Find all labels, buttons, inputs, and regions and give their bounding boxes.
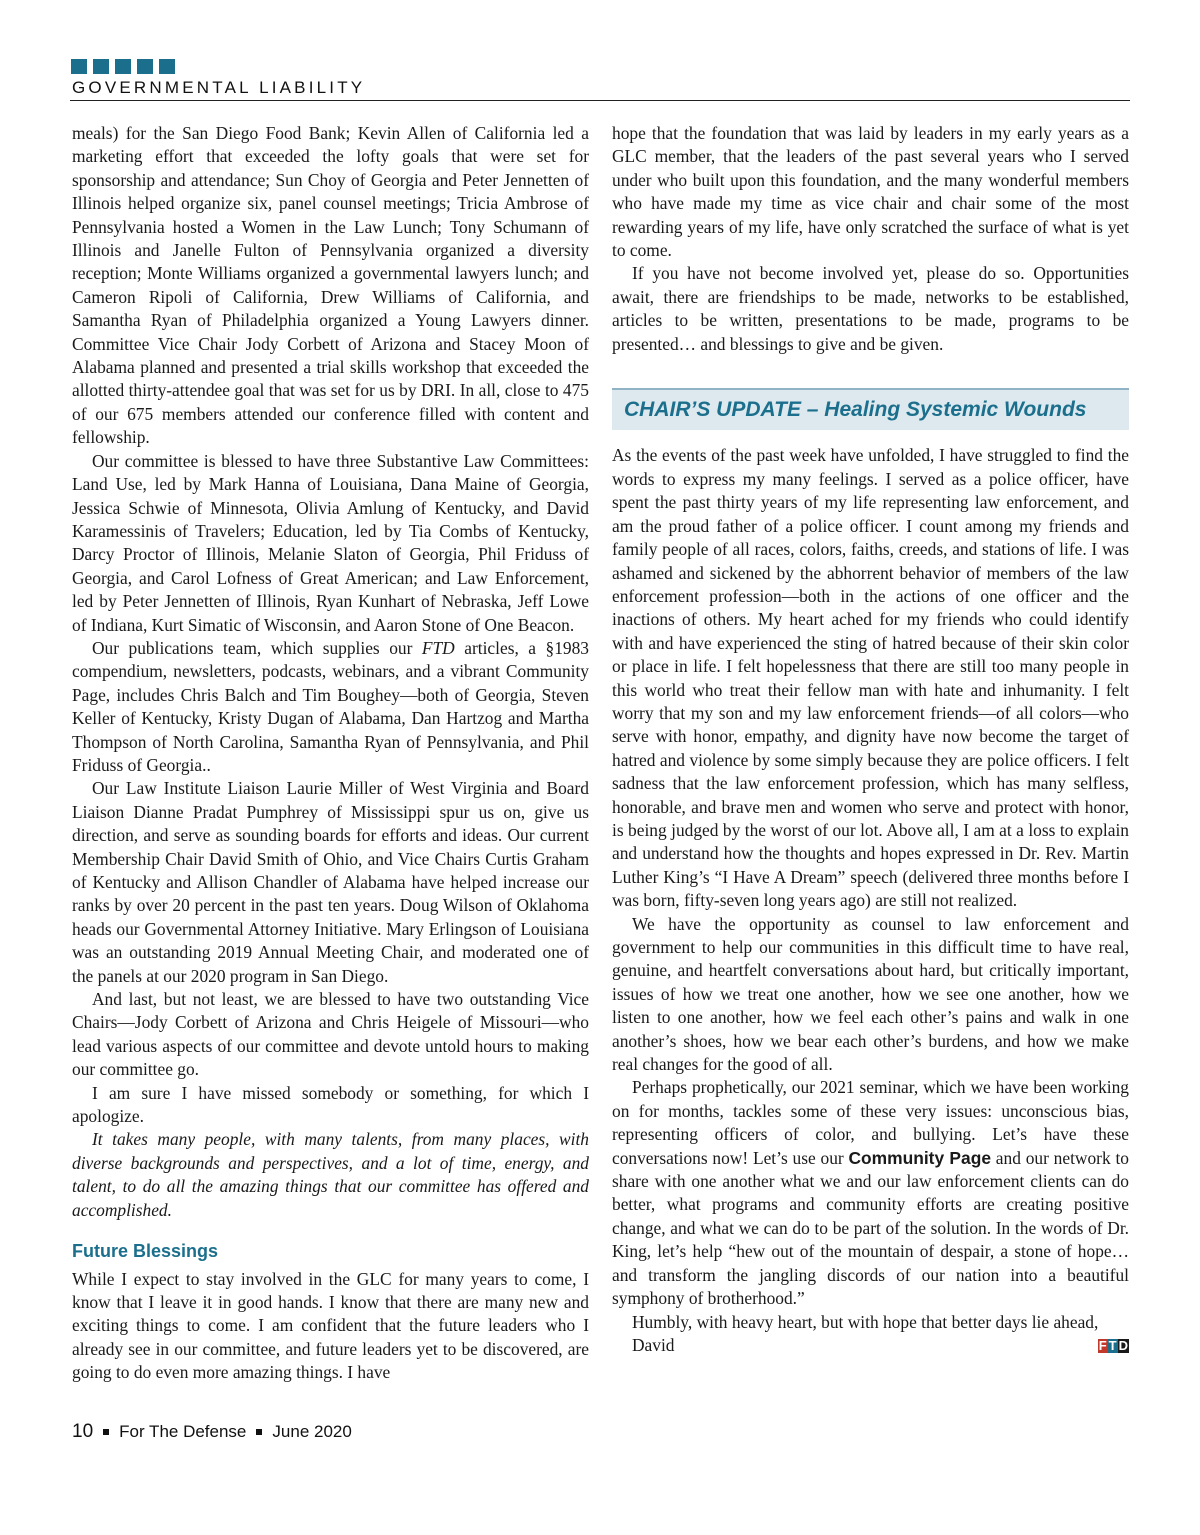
paragraph: Our Law Institute Liaison Laurie Miller of West Virginia and Board Liaison Dianne Pradat Pumphrey of Mississippi spur us on, give us direction, and serve as sounding boards for efforts and ideas. Our current Membership Chair David Smith of Ohio, and Vice Chairs Curtis Graham of Kentucky and Allison Chandler of Alabama have helped increase our ranks by over 20 percent in the past ten years. Doug Wilson of Oklahoma heads our Governmental Attorney Initiative. Mary Erlingson of Louisiana was an outstanding 2019 Annual Meeting Chair, and moderated one of the panels at our 2020 program in San Diego. bbox=[72, 778, 589, 986]
paragraph: Humbly, with heavy heart, but with hope that better days lie ahead, bbox=[632, 1311, 1099, 1332]
bullet-icon bbox=[103, 1429, 109, 1435]
ftd-logo-icon: F T D bbox=[1098, 1337, 1128, 1353]
paragraph: We have the opportunity as counsel to law enforcement and government to help our communities in this difficult time to have real, genuine, and heartfelt conversations about hard, but critically important, issues of how we treat one another, how we see one another, how we listen to one another, how we feel each other’s pains and walk in one another’s shoes, how we bear each other’s burdens, and how we make real changes for the good of all. bbox=[612, 913, 1129, 1075]
chairs-update-heading: CHAIR’S UPDATE – Healing Systemic Wounds bbox=[612, 388, 1129, 430]
paragraph: I am sure I have missed somebody or something, for which I apologize. bbox=[72, 1082, 589, 1127]
signature-row bbox=[612, 1334, 1129, 1357]
community-page-link: Community Page bbox=[848, 1147, 991, 1168]
publication-name: For The Defense bbox=[119, 1422, 247, 1441]
section-squares bbox=[71, 59, 175, 74]
paragraph: As the events of the past week have unfolded, I have struggled to find the words to express my many feelings. I served as a police officer, have spent the past thirty years of my life representing law enforcement, and am the proud father of a police officer. I count among my friends and family people of all races, colors, faiths, creeds, and stations of life. I was ashamed and sickened by the abhorrent behavior of members of the law enforcement profession—both in the actions of one officer and the inactions of others. My heart ached for my friends who could identify with and have experienced the sting of hatred because of their skin color or place in life. I felt hopelessness that there are still too many people in this world who treat their fellow man with hate and inhumanity. I felt worry that my son and my law enforcement friends—of all colors—who serve with honor, empathy, and dignity have now become the target of hatred and violence by some simply because they are police officers. I felt sadness that the law enforcement profession, which has many selfless, honorable, and brave men and women who serve and protect with honor, is being judged by the worst of our lot. Above all, I am at a loss to explain and understand how the thoughts and hopes expressed in Dr. Rev. Martin Luther King’s “I Have A Dream” speech (delivered three months before I was born, fifty-seven long years ago) are still not realized. bbox=[612, 445, 1129, 911]
paragraph: meals) for the San Diego Food Bank; Kevin Allen of California led a marketing effort that exceeded the lofty goals that were set for sponsorship and attendance; Sun Choy of Georgia and Peter Jennetten of Illinois helped organize six, panel counsel meetings; Tricia Ambrose of Pennsylvania hosted a Women in the Law Lunch; Tony Schumann of Illinois and Janelle Fulton of Pennsylvania organized a diversity reception; Monte Williams organized a governmental lawyers lunch; and Cameron Ripoli of California, Drew Williams of California, and Samantha Ryan of Philadelphia organized a Young Lawyers dinner. Committee Vice Chair Jody Corbett of Arizona and Stacey Moon of Alabama planned and presented a trial skills workshop that exceeded the allotted thirty-attendee goal that was set for us by DRI. In all, close to 475 of our 675 members attended our conference filled with content and fellowship. bbox=[72, 123, 589, 448]
paragraph: If you have not become involved yet, please do so. Opportunities await, there are friendships to be made, networks to be established, articles to be written, presentations to be made, programs to be presented… and blessings to give and be given. bbox=[612, 263, 1129, 354]
issue-date: June 2020 bbox=[272, 1422, 352, 1441]
page-footer bbox=[72, 1421, 352, 1443]
header-rule bbox=[70, 100, 1130, 101]
paragraph: Perhaps prophetically, our 2021 seminar, which we have been working on for months, tackles some of these very issues: unconscious bias, representing officers of color, and bullying. Let’s have these conversations now! Let’s use our Community Page and our network to share with one another what we and our law enforcement clients can do better, what programs and community efforts are creating positive change, and what we can do to be part of the solution. In the words of Dr. King, let’s help “hew out of the mountain of despair, a stone of hope… and transform the jangling discords of our nation into a beautiful symphony of brotherhood.” bbox=[612, 1077, 1129, 1309]
section-label: GOVERNMENTAL LIABILITY bbox=[72, 78, 366, 97]
paragraph: Our publications team, which supplies our FTD articles, a §1983 compendium, newsletters, podcasts, webinars, and a vibrant Community Page, includes Chris Balch and Tim Boughey—both of Georgia, Steven Keller of Kentucky, Kristy Dugan of Alabama, Dan Hartzog and Martha Thompson of North Carolina, Samantha Ryan of Pennsylvania, and Phil Friduss of Georgia.. bbox=[72, 637, 589, 775]
paragraph: hope that the foundation that was laid by leaders in my early years as a GLC member, that the leaders of the past several years who I served under who built upon this foundation, and the many wonderful members who have made my time as vice chair and chair some of the most rewarding years of my life, have only scratched the surface of what is yet to come. bbox=[612, 123, 1129, 261]
page-number: 10 bbox=[72, 1421, 94, 1442]
subheading: Future Blessings bbox=[72, 1241, 219, 1262]
signature: David bbox=[632, 1334, 675, 1355]
bullet-icon bbox=[256, 1429, 262, 1435]
left-column bbox=[72, 122, 589, 1385]
paragraph: While I expect to stay involved in the GLC for many years to come, I know that I leave it in good hands. I know that there are many new and exciting things to come. I am confident that the future leaders who I already see in our committee, and future leaders yet to be discovered, are going to do even more amazing things. I have bbox=[72, 1268, 589, 1383]
right-column bbox=[612, 122, 1129, 1357]
italic-paragraph: It takes many people, with many talents, from many places, with diverse backgrounds and perspectives, and a lot of time, energy, and talent, to do all the amazing things that our committee has offered and accomplished. bbox=[72, 1129, 589, 1220]
paragraph: Our committee is blessed to have three Substantive Law Committees: Land Use, led by Mark Hanna of Louisiana, Dana Maine of Georgia, Jessica Schwie of Minnesota, Olivia Amlung of Kentucky, and David Karamessinis of Travelers; Education, led by Tia Combs of Kentucky, Darcy Proctor of Illinois, Melanie Slaton of Georgia, Phil Friduss of Georgia, and Carol Lofness of Great American; and Law Enforcement, led by Peter Jennetten of Illinois, Ryan Kunhart of Nebraska, Jeff Lowe of Indiana, Kurt Simatic of Wisconsin, and Aaron Stone of One Beacon. bbox=[72, 450, 589, 635]
paragraph: And last, but not least, we are blessed to have two outstanding Vice Chairs—Jody Corbett of Arizona and Chris Heigele of Missouri—who lead various aspects of our committee and devote untold hours to making our committee go. bbox=[72, 989, 589, 1080]
